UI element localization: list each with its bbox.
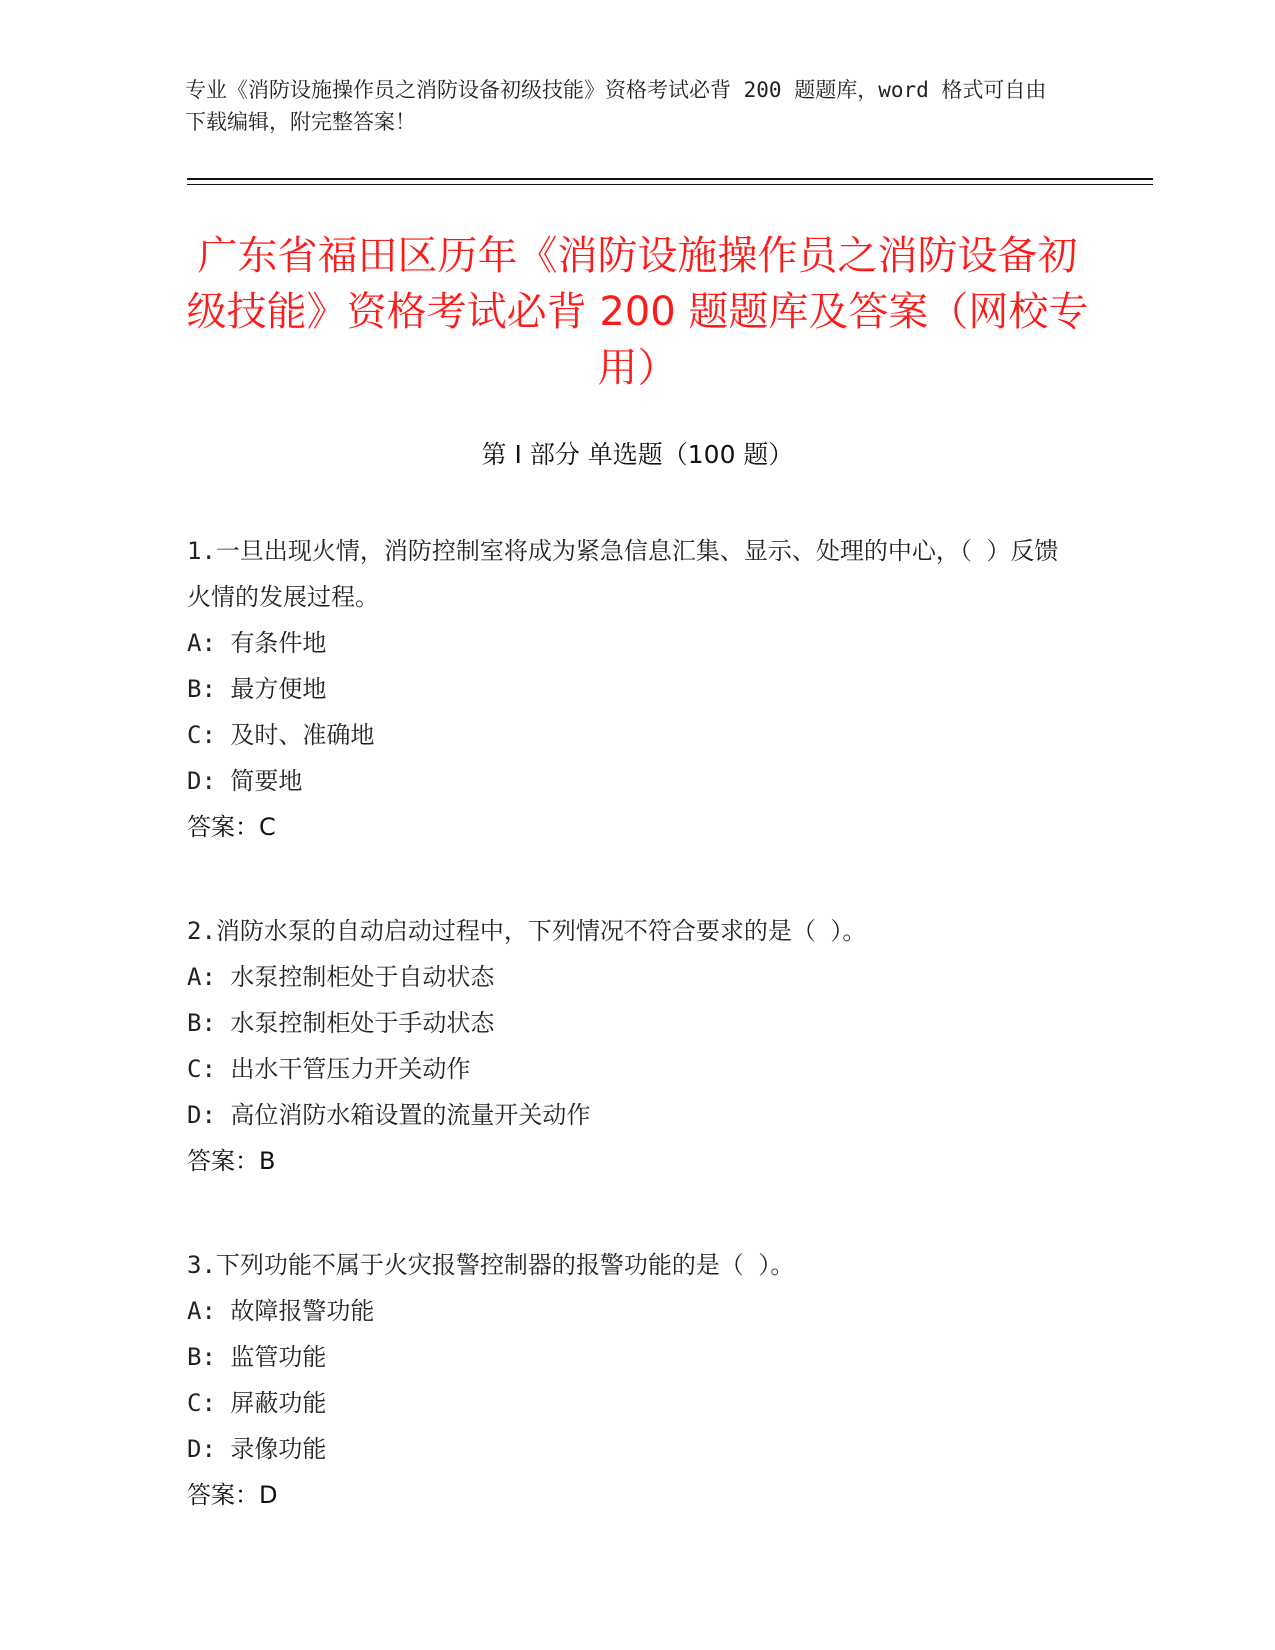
option-d: D: 高位消防水箱设置的流量开关动作	[187, 1101, 591, 1129]
header-rule-thin	[187, 184, 1153, 185]
option-c: C: 出水干管压力开关动作	[187, 1055, 471, 1083]
option-d: D: 录像功能	[187, 1435, 327, 1463]
question-2	[187, 908, 1067, 1184]
option-b: B: 最方便地	[187, 675, 327, 703]
header-rule-thick	[187, 178, 1153, 180]
option-c: C: 屏蔽功能	[187, 1389, 327, 1417]
question-3	[187, 1242, 1067, 1518]
option-b: B: 水泵控制柜处于手动状态	[187, 1009, 495, 1037]
answer-line: 答案：C	[187, 813, 276, 841]
header-note: 专业《消防设施操作员之消防设备初级技能》资格考试必背 200 题题库，word 格式可自由下载编辑，附完整答案！	[185, 78, 1047, 134]
question-list	[187, 528, 1067, 1576]
answer-line: 答案：B	[187, 1147, 276, 1175]
document-title: 广东省福田区历年《消防设施操作员之消防设备初级技能》资格考试必背 200 题题库及答案（网校专用）	[186, 233, 1089, 391]
option-a: A: 水泵控制柜处于自动状态	[187, 963, 495, 991]
option-d: D: 简要地	[187, 767, 303, 795]
option-c: C: 及时、准确地	[187, 721, 375, 749]
option-a: A: 有条件地	[187, 629, 327, 657]
option-a: A: 故障报警功能	[187, 1297, 375, 1325]
question-stem: 1.一旦出现火情，消防控制室将成为紧急信息汇集、显示、处理的中心，（ ）反馈火情的发展过程。	[187, 537, 1059, 611]
section-heading: 第 I 部分 单选题（100 题）	[481, 440, 794, 469]
question-stem: 2.消防水泵的自动启动过程中，下列情况不符合要求的是（ ）。	[187, 917, 867, 945]
question-stem: 3.下列功能不属于火灾报警控制器的报警功能的是（ ）。	[187, 1251, 795, 1279]
answer-line: 答案：D	[187, 1481, 278, 1509]
option-b: B: 监管功能	[187, 1343, 327, 1371]
question-1	[187, 528, 1067, 850]
